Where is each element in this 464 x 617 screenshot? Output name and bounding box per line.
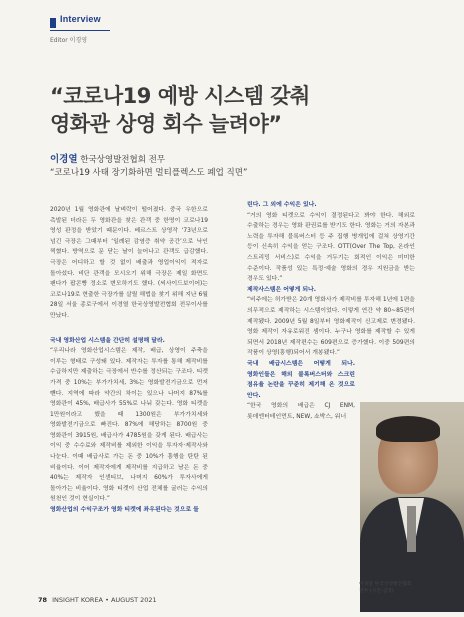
answer-4: “한국 영화의 배급은 CJ ENM, 롯데엔터테인먼트, NEW, 쇼박스, 워너 — [247, 403, 355, 420]
interviewee-role: 한국상영발전협회 전무 — [80, 155, 166, 165]
lead-paragraph: 2020년 1월 영화관에 날벼락이 떨어졌다. 중국 우한으로 촉발된 더라든 두 영화관을 찾은 관객 중 한명이 코로나19 영성 판정을 받았기 때문이다. 베르스트 상영작 ‘73년으로 넘긴 극장은 그때부터 ‘일례된 감염증 취약 공간’으로 낙인 찍혔다. 방역으로 문 닫는 날이 늘어나고 관객도 급감했다. 극장은 어디하고 할 것 없이 배출과 영업이익이 적자로 돌아섰다. 비단 관객을 모시오기 위해 극장은 제일 화면도 팬다가 팝콘빵 정소로 변모하기도 했다. (씨사이드보이어)는 코로나19로 현출한 극장가를 살릴 해법을 찾기 위해 지난 6월 28일 서울 종로구에서 이경열 한국상영발전협회 전무이사를 만났다. — [50, 207, 208, 319]
left-column — [50, 205, 208, 516]
right-column — [247, 200, 415, 422]
question-1: 국내 영화산업 시스템을 간단히 설명해 달라. — [50, 337, 165, 344]
interviewee-name: 이경열 — [50, 154, 78, 165]
question-3: 제작사스템은 어떻게 되나. — [247, 286, 316, 293]
caption-line-1: 이경열 한국상영발전협회 — [359, 582, 412, 587]
answer-3: “비주에는 허가받은 20개 영화사가 제작비를 투자해 1년에 1편을 의무적으로 제작하는 시스템이었다. 이렇게 연간 약 80~85편이 제작됐다. 2009년 5월 8일부터 영화제작이 신고제로 변경됐다. 영화 제작이 자유로워진 셈이다. 누구나 영화를 제작할 수 있게 되면서 2018년 제작편수는 609편으로 증가했다. 이중 509편의 작품이 상영(흥행)되어서 개봉됐다.” — [247, 297, 415, 357]
section-label: Interview — [60, 14, 101, 24]
question-4: 국내 배급시스템은 어떻게 되나. 영화인들은 해외 블록버스터와 스크린 점유율 논란을 꾸준히 제기해 온 것으로 안다. — [247, 360, 355, 399]
editor-credit: Editor 이경영 — [50, 37, 88, 44]
section-marker — [50, 18, 56, 28]
paragraph-gap — [50, 322, 208, 336]
headline-line-2: 영화관 상영 회수 늘려야” — [50, 112, 282, 136]
photo-caption — [359, 581, 459, 595]
answer-1: “우리나라 영화산업시스템은 제작, 배급, 상영이 주축을 이루는 형태로 구성돼 있다. 제작자는 투자를 통해 제작비를 수급하지만 제출하는 극장에서 반수를 정산되는 구조다. 티켓 가격 중 10%는 부가가치세, 3%는 영화발전기금으로 먼저 뺀다. 지역에 따라 약간의 차이는 있으나 나머지 87%를 영화관이 45%, 배급사가 55%로 나눠 갖는다. 영화 티켓을 1만원이라고 했을 때 1300원은 부가가치세와 영화발전기금으로 빠진다. 87%에 해당하는 8700원 중 영화관이 3915원, 배급사가 4785원을 갖게 된다. 배급사는 이익 중 수수료와 제작비를 제외한 이익을 투자자·제작사와 나눈다. 이때 배급사로 가는 돈 중 10%가 흥행을 탄탄 된 비율이다. 이어 제작자에게 제작비를 지급하고 남은 돈 중 40%는 제작자 인센티브, 나머지 60%가 투자사에게 돌아가는 비율이다. 영화 티켓이 산업 전체를 굴러는 수익의 원천인 것이 현실이다.” — [50, 348, 208, 503]
question-2-end: 린다. 그 외에 수익은 있나. — [247, 202, 317, 208]
question-2-start: 영화산업의 수익구조가 영화 티켓에 좌우된다는 것으로 들 — [50, 507, 199, 514]
photo-tie — [407, 506, 416, 552]
subheadline-quote: “코로나19 사태 장기화하면 멀티플렉스도 폐업 직면” — [50, 168, 248, 178]
headline — [50, 82, 430, 138]
section-divider — [50, 30, 110, 31]
publication-name: INSIGHT KOREA • AUGUST 2021 — [52, 596, 157, 604]
page-number: 78 — [38, 596, 48, 604]
byline — [50, 151, 165, 165]
photo-hair — [376, 416, 440, 442]
answer-2: “거의 영화 티켓으로 수익이 결정된다고 봐야 한다. 해외로 수출하는 경우는 영화 판권료를 받기도 한다. 영화는 거의 자본과 노력을 투자해 블록버스터 등 주 집행 병개입에 걸쳐 상영기간 등이 신속히 수익을 얻는 구조다. OTT(Over The Top, 온라인 스트리밍 서비스)로 수익을 거두기는 회적인 이익은 미미한 수준이다. 작품성 있는 특정·예술 영화의 경우 지원금을 받는 경우도 있다.” — [247, 212, 415, 283]
caption-line-2: 전무 (사진:김영) — [359, 589, 394, 594]
page-footer — [38, 596, 157, 604]
headline-line-1: “코로나19 예방 시스템 갖춰 — [50, 84, 310, 108]
